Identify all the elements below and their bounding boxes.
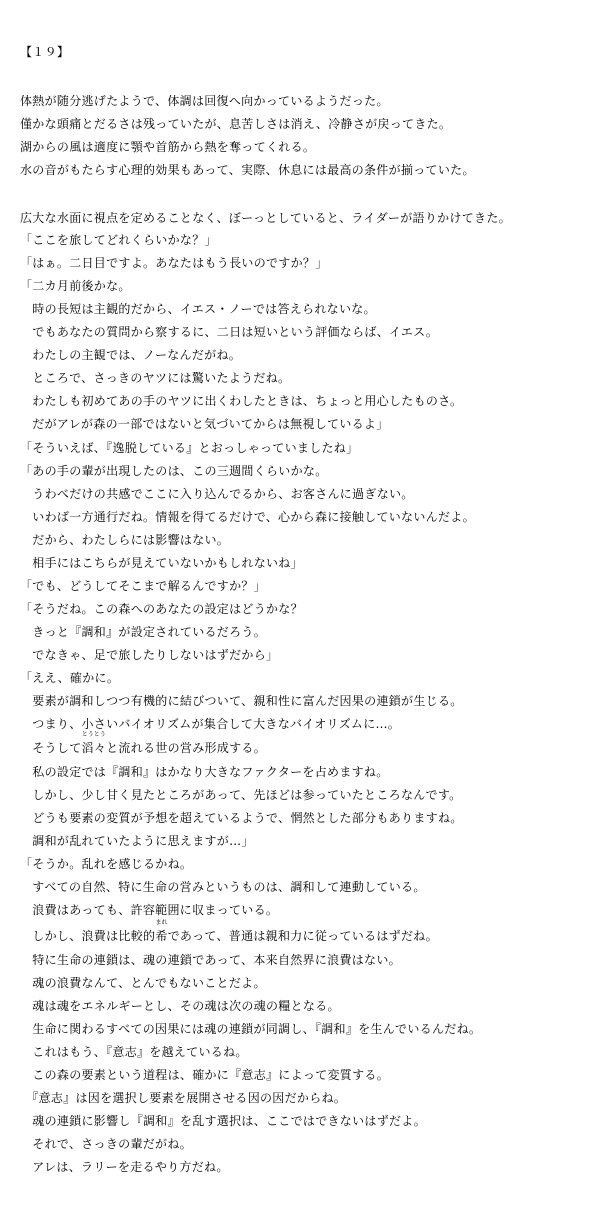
text-line-with-ruby xyxy=(20,731,267,756)
text-line: ところで、さっきのヤツには驚いたようだね。 xyxy=(20,371,291,385)
ruby-line-before: しかし、浪費は比較的 xyxy=(20,929,156,943)
text-line: 「はぁ。二日目ですよ。あなたはもう長いのですか？」 xyxy=(20,256,328,270)
text-line-with-ruby xyxy=(20,919,438,944)
text-line: それで、さっきの輩だがね。 xyxy=(20,1137,192,1151)
ruby-line-after: と流れる世の営み形成する。 xyxy=(106,741,267,755)
ruby-base-text: 希 xyxy=(155,929,168,943)
text-line: 生命に関わるすべての因果には魂の連鎖が同調し、『調和』を生んでいるんだね。 xyxy=(20,1022,482,1036)
text-line: 「そういえば、『逸脱している』とおっしゃっていましたね」 xyxy=(20,441,359,455)
text-line: 要素が調和しつつ有機的に結びついて、親和性に富んだ因果の連鎖が生じる。 xyxy=(20,694,463,708)
text-line: 広大な水面に視点を定めることなく、ぼーっとしていると、ライダーが語りかけてきた。 xyxy=(20,211,511,225)
text-line: 水の音がもたらす心理的効果もあって、実際、休息には最高の条件が揃っていた。 xyxy=(20,163,475,177)
ruby-base xyxy=(155,919,168,944)
text-line: うわべだけの共感でここに入り込んでるから、お客さんに過ぎない。 xyxy=(20,487,414,501)
text-line: でもあなたの質問から察するに、二日は短いという評価ならば、イエス。 xyxy=(20,325,439,339)
text-line: いわば一方通行だね。情報を得てるだけで、心から森に接触していないんだよ。 xyxy=(20,510,475,524)
text-line: だがアレが森の一部ではないと気づいてからは無視しているよ」 xyxy=(20,417,389,431)
text-line: 「そうだね。この森へのあなたの設定はどうかな？ xyxy=(20,602,303,616)
text-line: 浪費はあっても、許容範囲に収まっている。 xyxy=(20,903,279,917)
text-line: 僅かな頭痛とだるさは残っていたが、息苦しさは消え、冷静さが戻ってきた。 xyxy=(20,117,452,131)
text-line: これはもう、『意志』を越えているね。 xyxy=(20,1045,248,1059)
text-line: 魂の連鎖に影響し『調和』を乱す選択は、ここではできないはずだよ。 xyxy=(20,1114,426,1128)
text-line: しかし、少し甘く見たところがあって、先ほどは参っていたところなんです。 xyxy=(20,788,462,802)
text-line: アレは、ラリーを走るやり方だね。 xyxy=(20,1160,229,1174)
text-line: 魂は魂をエネルギーとし、その魂は次の魂の糧となる。 xyxy=(20,999,340,1013)
text-line: 「ここを旅してどれくらいかな？」 xyxy=(20,233,217,247)
ruby-line-before: そうして xyxy=(20,741,82,755)
ruby-reading: まれ xyxy=(155,919,168,926)
text-line: わたしの主観では、ノーなんだがね。 xyxy=(20,348,242,362)
text-line: だから、わたしらには影響はない。 xyxy=(20,533,230,547)
text-line: つまり、小さいバイオリズムが集合して大きなバイオリズムに…。 xyxy=(20,717,401,731)
text-line: わたしも初めてあの手のヤツに出くわしたときは、ちょっと用心したものさ。 xyxy=(20,394,463,408)
text-line: どうも要素の変質が予想を超えているようで、惘然とした部分もありますね。 xyxy=(20,811,463,825)
text-line: 時の長短は主観的だから、イエス・ノーでは答えられないな。 xyxy=(20,302,376,316)
text-line: 私の設定では『調和』はかなり大きなファクターを占めますね。 xyxy=(20,765,389,779)
text-line: 「でも、どうしてそこまで解るんですか？」 xyxy=(20,579,267,593)
ruby-reading: とうとう xyxy=(81,731,106,738)
text-line: すべての自然、特に生命の営みというものは、調和して連動している。 xyxy=(20,880,426,894)
ruby-line-after: であって、普通は親和力に従っているはずだね。 xyxy=(167,929,438,943)
text-line: 体熱が随分逃げたようで、体調は回復へ向かっているようだった。 xyxy=(20,94,389,108)
ruby-base-text: 滔々 xyxy=(81,741,107,755)
text-line: 「そうか。乱れを感じるかね。 xyxy=(20,857,193,871)
text-line: 調和が乱れていたように思えますが…」 xyxy=(20,834,254,848)
text-line: 湖からの風は適度に顎や首筋から熱を奪ってくれる。 xyxy=(20,140,316,154)
text-line: 「二カ月前後かな。 xyxy=(20,279,131,293)
text-line: 『意志』は因を選択し要素を展開させる因の因だからね。 xyxy=(20,1091,347,1105)
text-line: でなきゃ、足で旅したりしないはずだから」 xyxy=(20,648,279,662)
text-line: きっと『調和』が設定されているだろう。 xyxy=(20,625,267,639)
text-line: 魂の浪費なんて、とんでもないことだよ。 xyxy=(20,976,266,990)
text-line: 「ええ、確かに。 xyxy=(20,671,120,685)
text-line: この森の要素という道程は、確かに『意志』によって変質する。 xyxy=(20,1068,390,1082)
text-line: 相手にはこちらが見えていないかもしれないね」 xyxy=(20,556,303,570)
text-line: 「あの手の輩が出現したのは、この三週間くらいかな。 xyxy=(20,464,328,478)
ruby-base xyxy=(81,731,107,756)
chapter-heading: 【１９】 xyxy=(20,45,70,59)
text-line: 特に生命の連鎖は、魂の連鎖であって、本来自然界に浪費はない。 xyxy=(20,953,401,967)
